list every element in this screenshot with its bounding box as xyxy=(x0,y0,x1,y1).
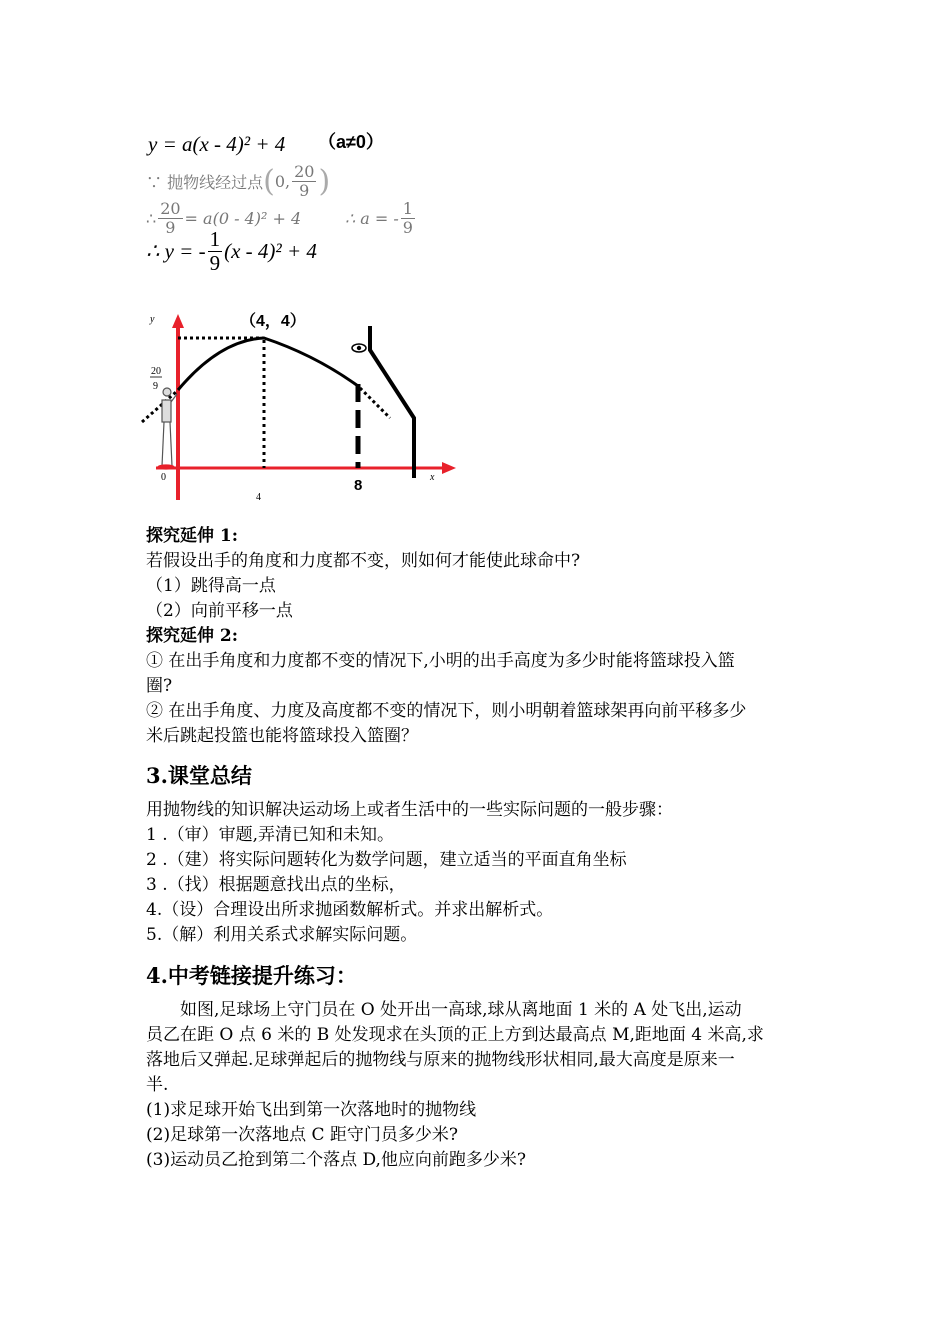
extension2-q2-line1: ② 在出手角度、力度及高度都不变的情况下，则小明朝着篮球架再向前平移多少 xyxy=(146,701,747,721)
extension2-title: 探究延伸 2: xyxy=(146,626,239,646)
because-line: ∵ 抛物线经过点 ( 0 , $\frac{20}{9}$ ) xyxy=(146,162,331,200)
result-formula: ∴ y = - $\frac{1}{9}$ (x - 4)² + 4 xyxy=(146,227,317,276)
extension2-q1-line1: ① 在出手角度和力度都不变的情况下,小明的出手高度为多少时能将篮球投入篮 xyxy=(146,651,735,671)
x-tick-8: 8 xyxy=(354,477,363,494)
point-open: ( xyxy=(263,163,275,199)
basketball-player-icon xyxy=(158,388,177,469)
exam-paragraph-line-2: 员乙在距 O 点 6 米的 B 处发现求在头顶的正上方到达最高点 M,距地面 4 米高,求 xyxy=(146,1025,764,1045)
extension1-title: 探究延伸 1: xyxy=(146,526,239,546)
therefore-line-1: ∴ $\frac{20}{9}$ = a(0 - 4)² + 4 xyxy=(146,199,302,237)
y-axis-arrow xyxy=(172,314,184,328)
exam-paragraph-line-1: 如图,足球场上守门员在 O 处开出一高球,球从离地面 1 米的 A 处飞出,运动 xyxy=(180,1000,742,1020)
summary-step-2: 2 .（建）将实际问题转化为数学问题，建立适当的平面直角坐标 xyxy=(146,850,627,870)
summary-step-5: 5.（解）利用关系式求解实际问题。 xyxy=(146,925,418,945)
a-value-line: ∴ a = - $\frac{1}{9}$ xyxy=(345,199,413,237)
exam-question-3: (3)运动员乙抢到第二个落点 D,他应向前跑多少米? xyxy=(146,1150,527,1170)
summary-intro: 用抛物线的知识解决运动场上或者生活中的一些实际问题的一般步骤： xyxy=(146,800,673,820)
extension2-q1-line2: 圈? xyxy=(146,676,173,696)
condition-text: （a≠0） xyxy=(318,132,384,152)
exam-question-1: (1)求足球开始飞出到第一次落地时的抛物线 xyxy=(146,1100,477,1120)
summary-heading: 3.课堂总结 xyxy=(146,763,252,788)
y-tick-numerator: 20 xyxy=(151,366,161,377)
lhs-fraction: $\frac{20}{9}$ xyxy=(160,199,181,237)
point-y-fraction: $\frac{20}{9}$ xyxy=(294,162,315,200)
vertex-label: （4，4） xyxy=(240,313,306,330)
x-tick-4: 4 xyxy=(256,492,261,503)
curve-right-extension xyxy=(360,388,390,418)
result-fraction: $\frac{1}{9}$ xyxy=(209,227,221,276)
x-axis-label: x xyxy=(430,472,435,483)
ball-trajectory-curve xyxy=(178,338,358,390)
eye-icon xyxy=(352,344,366,352)
trajectory-diagram xyxy=(140,300,470,510)
substitution-rhs: = a(0 - 4)² + 4 xyxy=(184,208,302,228)
exam-heading: 4.中考链接提升练习： xyxy=(146,963,357,988)
exam-question-2: (2)足球第一次落地点 C 距守门员多少米? xyxy=(146,1125,459,1145)
y-tick-denominator: 9 xyxy=(153,381,158,392)
summary-step-1: 1 .（审）审题,弄清已知和未知。 xyxy=(146,825,395,845)
because-text: ∵ 抛物线经过点 xyxy=(146,172,264,192)
x-axis-arrow xyxy=(442,462,456,474)
exam-paragraph-line-4: 半. xyxy=(146,1075,169,1095)
summary-step-4: 4.（设）合理设出所求抛函数解析式。并求出解析式。 xyxy=(146,900,554,920)
general-form-formula: y = a(x - 4)² + 4 xyxy=(148,132,286,156)
extension1-option-2: （2）向前平移一点 xyxy=(146,601,293,621)
y-axis-label: y xyxy=(150,314,155,325)
extension1-question: 若假设出手的角度和力度都不变，则如何才能使此球命中? xyxy=(146,551,581,571)
a-value-fraction: $\frac{1}{9}$ xyxy=(402,199,413,237)
basket-stand xyxy=(370,326,414,478)
extension1-option-1: （1）跳得高一点 xyxy=(146,576,276,596)
extension2-q2-line2: 米后跳起投篮也能将篮球投入篮圈？ xyxy=(146,726,418,746)
point-close: ) xyxy=(318,163,331,199)
origin-label: 0 xyxy=(161,472,166,483)
exam-paragraph-line-3: 落地后又弹起.足球弹起后的抛物线与原来的抛物线形状相同,最大高度是原来一 xyxy=(146,1050,735,1070)
summary-step-3: 3 .（找）根据题意找出点的坐标， xyxy=(146,875,406,895)
point-x: 0 xyxy=(274,171,285,191)
